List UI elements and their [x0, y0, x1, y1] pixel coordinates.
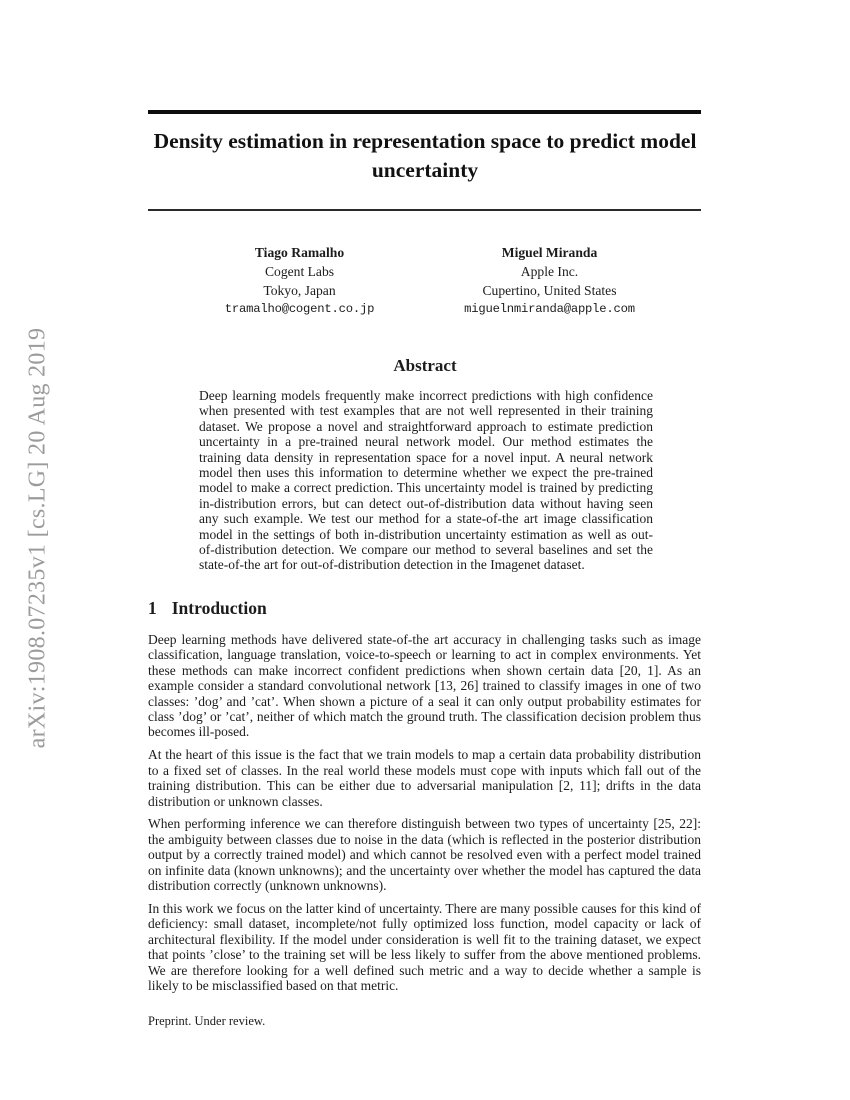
- author-block: [425, 243, 675, 319]
- author-name: Tiago Ramalho: [254, 245, 345, 260]
- section-heading-introduction: [148, 598, 267, 619]
- author-email: miguelnmiranda@apple.com: [464, 302, 635, 316]
- author-block: [175, 243, 425, 319]
- abstract-text: Deep learning models frequently make incorrect predictions with high confidence when presented with test examples that are not well represented in their training dataset. We propose a novel and straightforward approach to estimate prediction uncertainty in a pre-trained neural network model. Our method estimates the training data density in representation space for a novel input. A neural network model then uses this information to determine whether we expect the pre-trained model to make a correct prediction. This uncertainty model is trained by predicting in-distribution errors, but can detect out-of-distribution data without having seen any such example. We test our method for a state-of-the art image classification model in the settings of both in-distribution uncertainty estimation as well as out-of-distribution detection. We compare our method to several baselines and set the state-of-the art for out-of-distribution detection in the Imagenet dataset.: [199, 388, 653, 573]
- arxiv-watermark: arXiv:1908.07235v1 [cs.LG] 20 Aug 2019: [24, 327, 51, 749]
- paragraph: In this work we focus on the latter kind of uncertainty. There are many possible causes for this kind of deficiency: small dataset, incomplete/not fully optimized loss function, model capacity or lack of architectural flexibility. If the model under consideration is well fit to the training dataset, we expect that points ’close’ to the training set will be less likely to suffer from the above mentioned problems. We are therefore looking for a well defined such metric and a way to decide whether a sample is likely to be misclassified based on that metric.: [148, 901, 701, 994]
- title-rule-top: [148, 110, 701, 114]
- author-location: Tokyo, Japan: [263, 283, 336, 298]
- author-location: Cupertino, United States: [482, 283, 617, 298]
- paragraph: At the heart of this issue is the fact that we train models to map a certain data probability distribution to a fixed set of classes. In the real world these models must cope with inputs which fall out of the training distribution. This can be either due to adversarial manipulation [2, 11]; drifts in the data distribution or unknown classes.: [148, 747, 701, 809]
- section-number: 1: [148, 598, 157, 618]
- title-rule-bottom: [148, 209, 701, 211]
- paper-title: Density estimation in representation space to predict model uncertainty: [153, 129, 697, 182]
- author-affiliation: Apple Inc.: [520, 264, 579, 279]
- author-block-row: [148, 243, 701, 319]
- abstract-heading: Abstract: [393, 356, 457, 375]
- introduction-body: [148, 632, 701, 1001]
- author-email: tramalho@cogent.co.jp: [224, 302, 375, 316]
- author-name: Miguel Miranda: [501, 245, 598, 260]
- paragraph: When performing inference we can therefore distinguish between two types of uncertainty [25, 22]: the ambiguity between classes due to noise in the data (which is reflected in the posterior distribution output by a correctly trained model) and which cannot be resolved even with a perfect model trained on infinite data (known unknowns); and the uncertainty over whether the model has captured the data distribution correctly (unknown unknowns).: [148, 816, 701, 894]
- preprint-footnote: Preprint. Under review.: [148, 1014, 266, 1028]
- section-title: Introduction: [171, 598, 267, 618]
- paragraph: Deep learning methods have delivered state-of-the art accuracy in challenging tasks such as image classification, language translation, voice-to-speech or learning to act in complex environments. Yet these methods can make incorrect confident predictions when shown certain data [20, 1]. As an example consider a standard convolutional network [13, 26] trained to classify images in one of two classes: ’dog’ and ’cat’. When shown a picture of a seal it can only output probability estimates for class ’dog’ or ’cat’, neither of which match the ground truth. The classification decision problem thus becomes ill-posed.: [148, 632, 701, 740]
- author-affiliation: Cogent Labs: [264, 264, 335, 279]
